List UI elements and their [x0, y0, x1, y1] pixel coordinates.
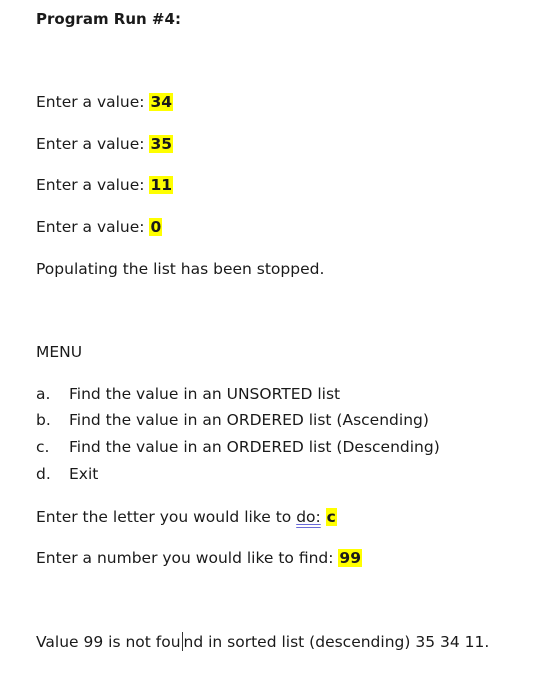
number-prompt-value: 99: [339, 549, 361, 567]
menu-item-letter: d.: [36, 465, 51, 483]
result-text-end: nd in sorted list (descending) 35 34 11.: [183, 633, 490, 651]
input-value: 34: [150, 93, 173, 111]
number-prompt-text: Enter a number you would like to find:: [36, 549, 339, 567]
menu-item-letter: b.: [36, 411, 51, 429]
page-title: Program Run #4:: [36, 10, 181, 28]
menu-item-c: [36, 437, 440, 457]
menu-item-label: Find the value in an ORDERED list (Descending): [69, 438, 440, 456]
letter-prompt-value: c: [326, 508, 336, 526]
result-text-start: Value 99 is not fou: [36, 633, 181, 651]
letter-prompt-text: Enter the letter you would like to: [36, 508, 297, 526]
menu-title: MENU: [36, 343, 83, 361]
menu-item-label: Find the value in an UNSORTED list: [69, 385, 341, 403]
menu-item-d: [36, 464, 98, 484]
input-line-4: [36, 217, 162, 237]
stopped-message: Populating the list has been stopped.: [36, 260, 325, 278]
input-line-3: [36, 175, 173, 195]
menu-item-label: Find the value in an ORDERED list (Ascending): [69, 411, 429, 429]
input-prompt: Enter a value:: [36, 93, 150, 111]
input-value: 35: [150, 135, 173, 153]
input-value: 0: [150, 218, 162, 236]
input-line-2: [36, 134, 173, 154]
menu-item-label: Exit: [69, 465, 99, 483]
input-prompt: Enter a value:: [36, 176, 150, 194]
input-prompt: Enter a value:: [36, 218, 150, 236]
number-prompt-line: [36, 548, 362, 568]
letter-prompt-line: [36, 507, 337, 527]
menu-item-letter: c.: [36, 438, 50, 456]
letter-prompt-underlined: do:: [296, 508, 321, 526]
input-prompt: Enter a value:: [36, 135, 150, 153]
input-value: 11: [150, 176, 173, 194]
menu-item-a: [36, 384, 340, 404]
input-line-1: [36, 92, 173, 112]
text-cursor: [182, 632, 183, 651]
result-line: [36, 632, 489, 652]
menu-item-b: [36, 410, 429, 430]
menu-item-letter: a.: [36, 385, 51, 403]
